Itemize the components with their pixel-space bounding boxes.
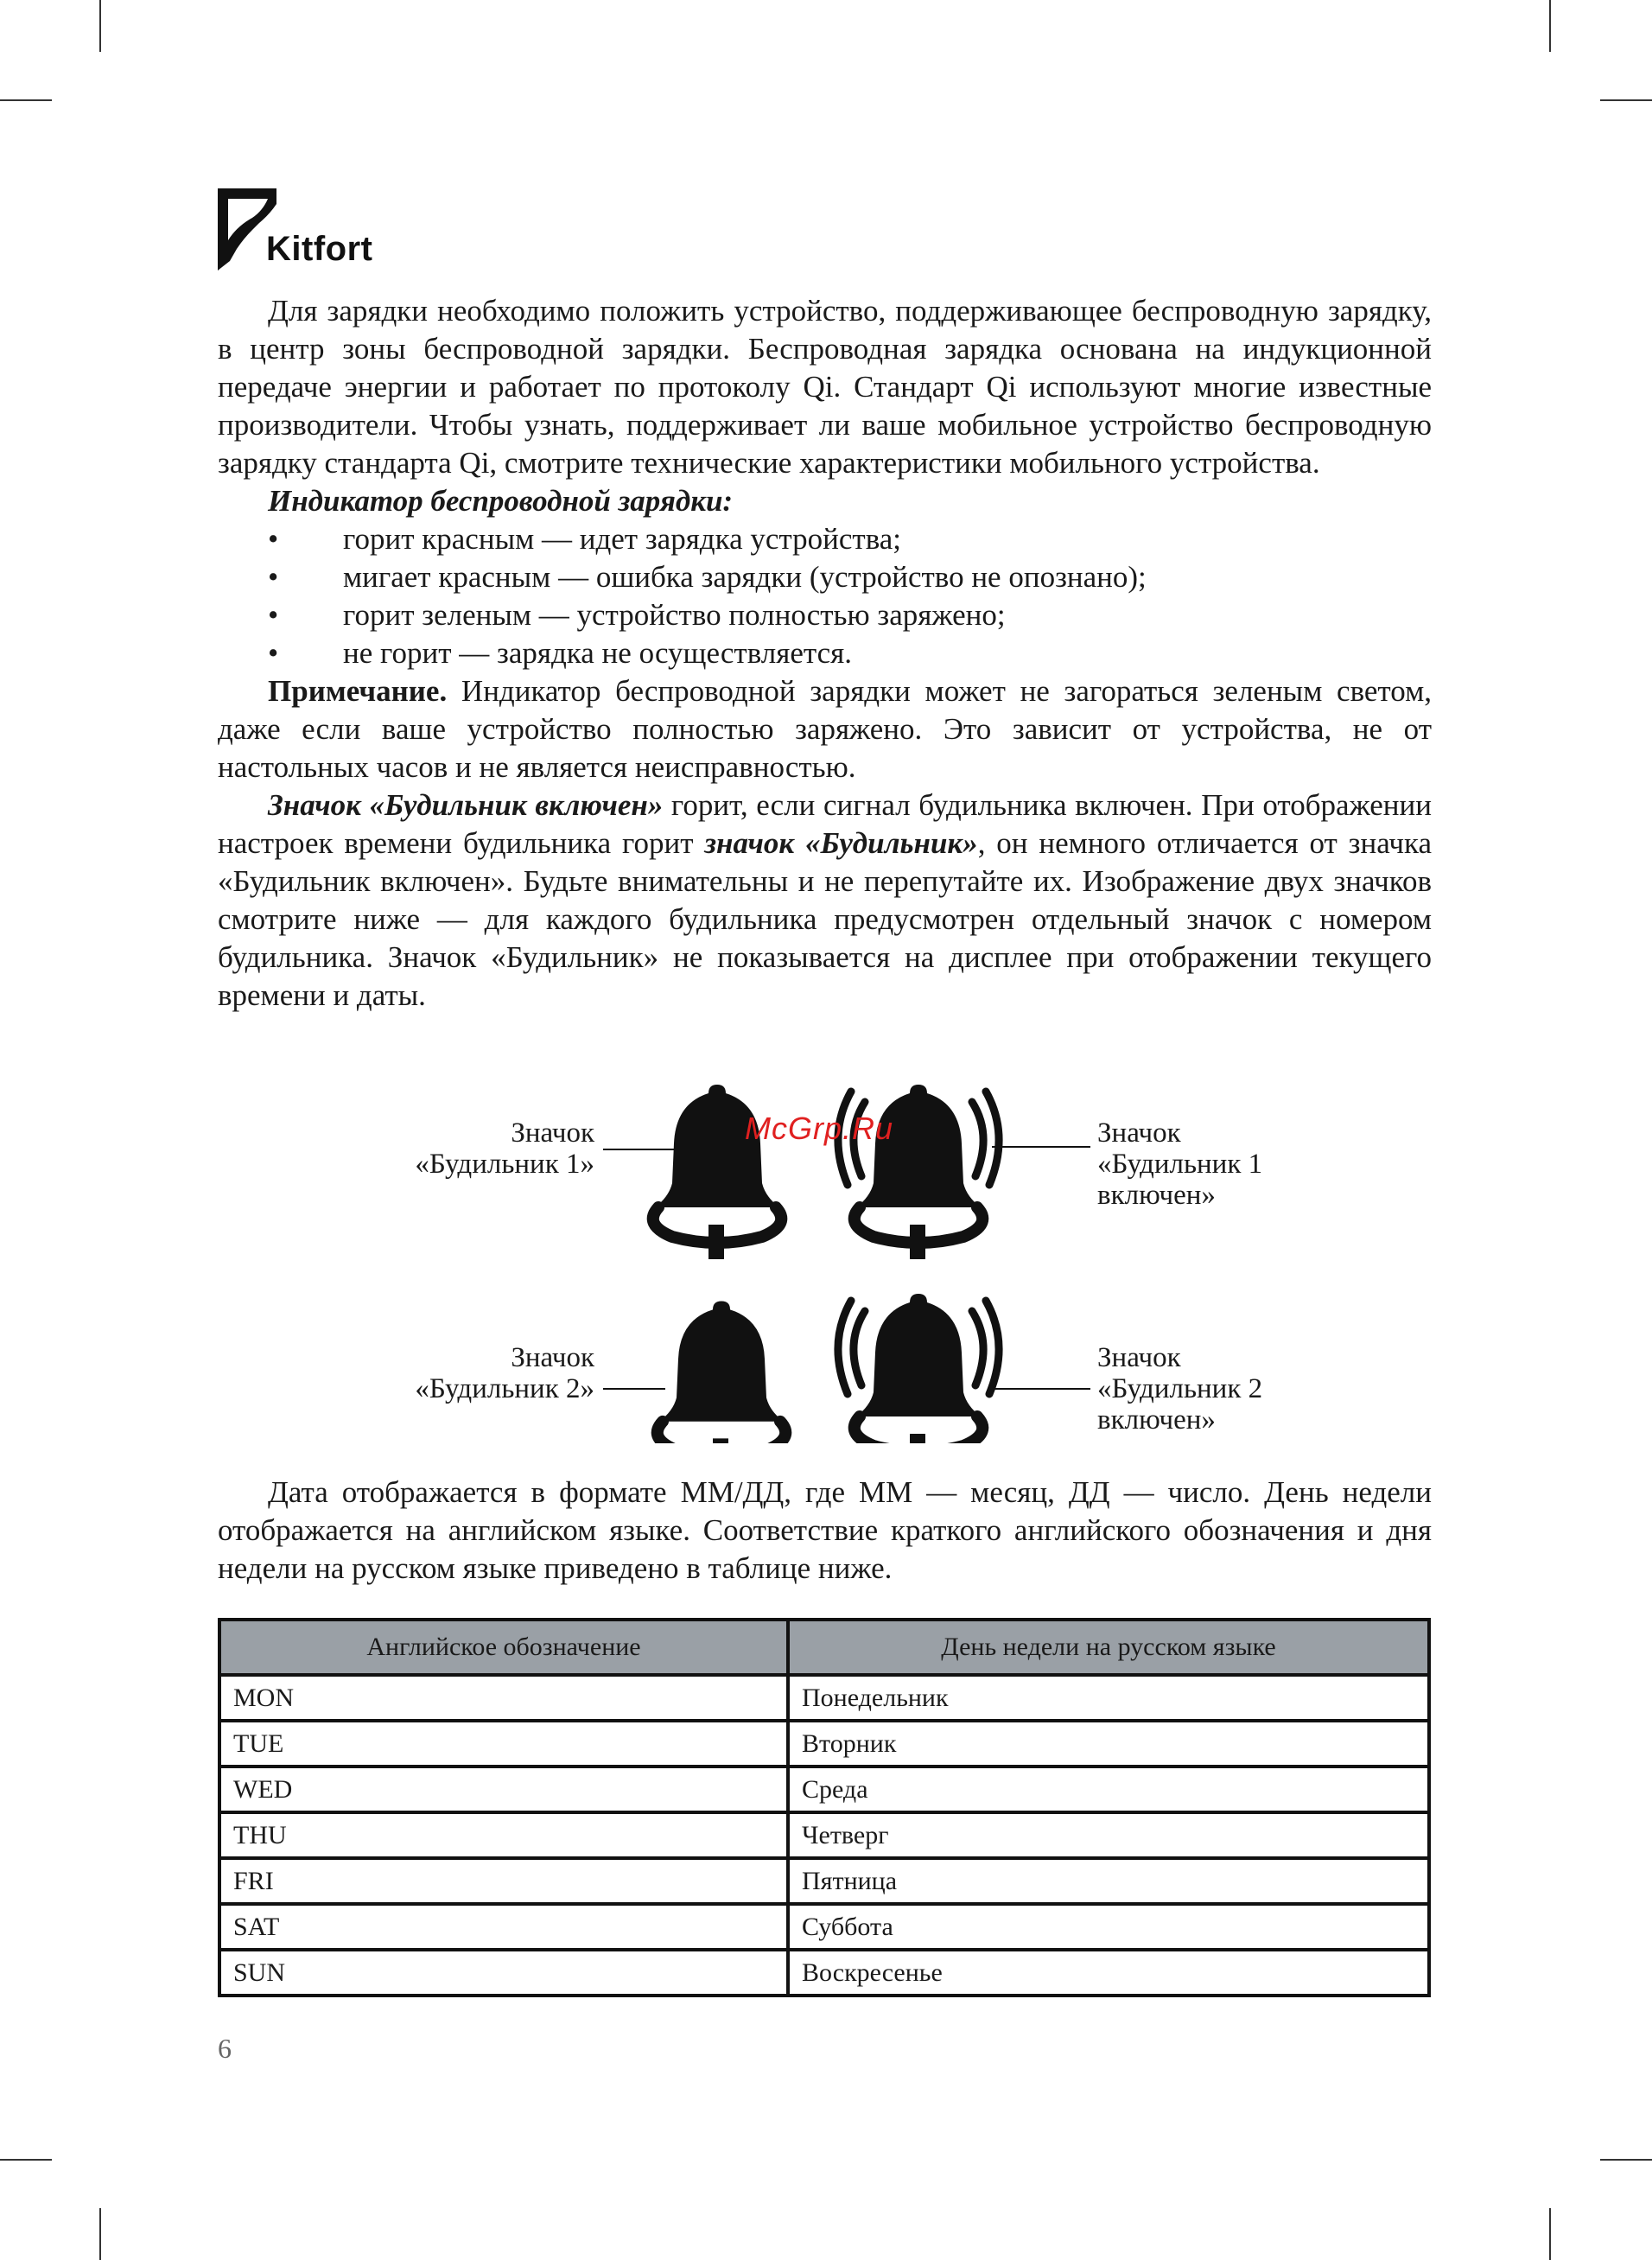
crop-mark	[99, 0, 101, 52]
table-cell: Среда	[788, 1767, 1429, 1812]
table-cell: FRI	[219, 1858, 788, 1904]
days-table	[218, 1618, 1431, 1997]
text-block-2	[218, 1474, 1432, 1588]
table-cell: MON	[219, 1675, 788, 1721]
intro-paragraph: Для зарядки необходимо положить устройство, поддерживающее беспроводную зарядку, в центр зоны беспроводной зарядки. Беспроводная зарядка основана на индукционной передаче энергии и работает по протоколу Qi. Стандарт Qi используют многие известные производители. Чтобы узнать, поддерживает ли ваше мобильное устройство беспроводную зарядку стандарта Qi, смотрите технические характеристики мобильного устройства.	[218, 294, 1432, 480]
table-cell: Пятница	[788, 1858, 1429, 1904]
table-cell: WED	[219, 1767, 788, 1812]
column-header: Английское обозначение	[219, 1620, 788, 1675]
table-cell: THU	[219, 1812, 788, 1858]
table-row	[219, 1767, 1429, 1812]
table-row	[219, 1950, 1429, 1996]
table-cell: SUN	[219, 1950, 788, 1996]
label-bell-1-on: Значок «Будильник 1 включен»	[1097, 1117, 1263, 1211]
table-cell: TUE	[219, 1721, 788, 1767]
indicator-heading: Индикатор беспроводной зарядки:	[268, 484, 734, 518]
label-bell-1: Значок «Будильник 1»	[415, 1117, 594, 1180]
table-cell: Четверг	[788, 1812, 1429, 1858]
list-item: • горит зеленым — устройство полностью заряжено;	[268, 598, 1006, 632]
table-cell: Суббота	[788, 1904, 1429, 1950]
brand-name: Kitfort	[266, 230, 373, 268]
bell-icon	[658, 1302, 785, 1443]
list-item: • мигает красным — ошибка зарядки (устройство не опознано);	[268, 560, 1147, 594]
table-cell: SAT	[219, 1904, 788, 1950]
note-paragraph: Примечание. Индикатор беспроводной зарядки может не загораться зеленым светом, даже если ваше устройство полностью заряжено. Это зависит от устройства, не от настольных часов и не является неисправностью.	[218, 674, 1432, 784]
table-row	[219, 1675, 1429, 1721]
watermark: McGrp.Ru	[745, 1111, 894, 1146]
crop-mark	[1600, 2159, 1652, 2161]
table-row	[219, 1904, 1429, 1950]
column-header: День недели на русском языке	[788, 1620, 1429, 1675]
crop-mark	[1600, 99, 1652, 101]
table-cell: Вторник	[788, 1721, 1429, 1767]
label-bell-2: Значок «Будильник 2»	[415, 1342, 594, 1404]
page-number: 6	[218, 2033, 232, 2064]
crop-mark	[0, 2159, 52, 2161]
label-bell-2-on: Значок «Будильник 2 включен»	[1097, 1342, 1263, 1436]
table-cell: Понедельник	[788, 1675, 1429, 1721]
list-item: • не горит — зарядка не осуществляется.	[268, 636, 852, 670]
text-block-1	[218, 292, 1432, 1015]
table-cell: Воскресенье	[788, 1950, 1429, 1996]
date-paragraph: Дата отображается в формате ММ/ДД, где ММ — месяц, ДД — число. День недели отображается на английском языке. Соответствие краткого английского обозначения и дня недели на русском языке приведено в таблице ниже.	[218, 1475, 1432, 1585]
crop-mark	[99, 2208, 101, 2260]
note-label: Примечание.	[268, 674, 448, 708]
crop-mark	[1549, 0, 1551, 52]
table-row	[219, 1812, 1429, 1858]
table-header-row	[219, 1620, 1429, 1675]
alarm-paragraph: Значок «Будильник включен» горит, если сигнал будильника включен. При отображении настроек времени будильника горит значок «Будильник», он немного отличается от значка «Будильник включен». Будьте внимательны и не перепутайте их. Изображение двух значков смотрите ниже — для каждого будильника предусмотрен отдельный значок с номером будильника. Значок «Будильник» не показывается на дисплее при отображении текущего времени и даты.	[218, 788, 1432, 1012]
table-row	[219, 1721, 1429, 1767]
crop-mark	[1549, 2208, 1551, 2260]
crop-mark	[0, 99, 52, 101]
list-item: • горит красным — идет зарядка устройства;	[268, 522, 902, 556]
bell-ringing-icon	[838, 1294, 999, 1443]
table-row	[219, 1858, 1429, 1904]
